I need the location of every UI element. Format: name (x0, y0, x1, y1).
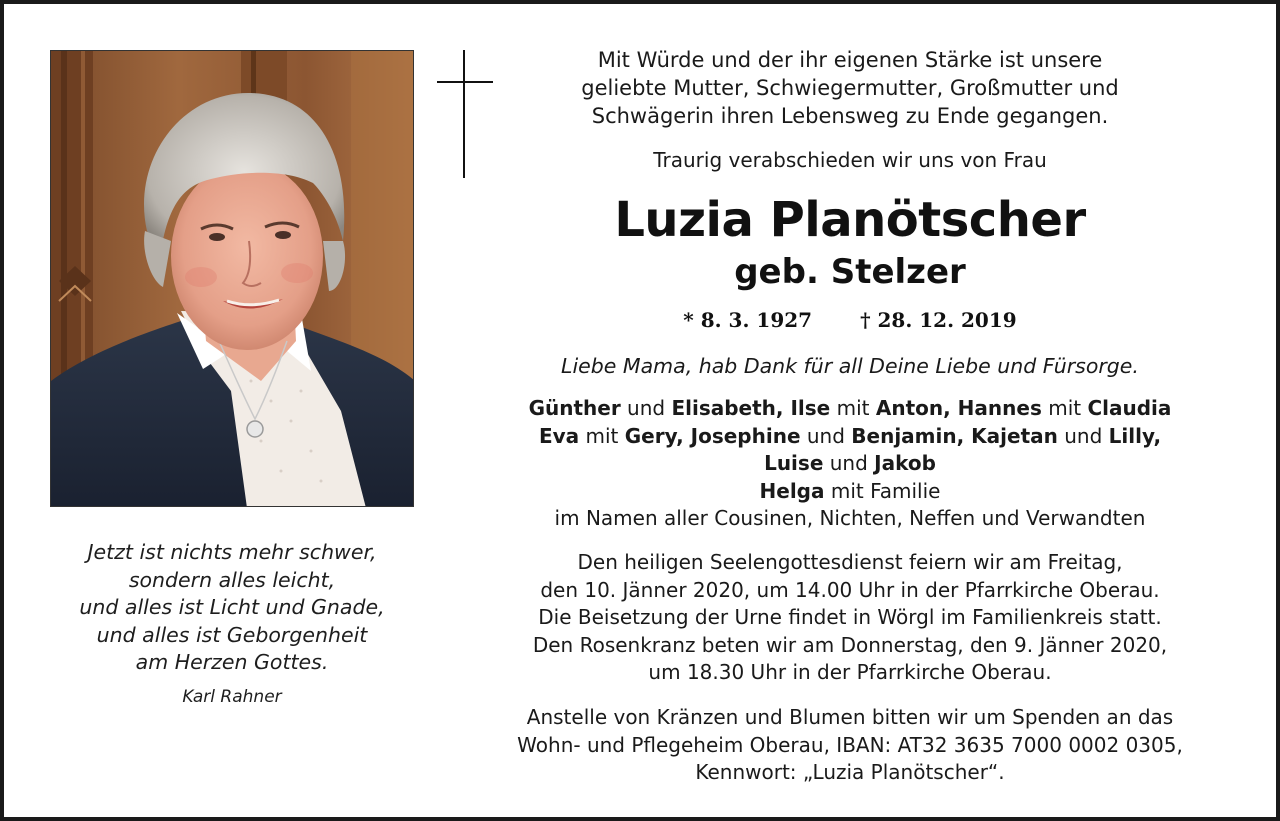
portrait-photo (50, 50, 414, 507)
family-connector: und (620, 396, 672, 420)
family-member-name: Claudia (1087, 396, 1172, 420)
family-member-name: Eva (538, 423, 580, 448)
family-member-name: Günther (528, 396, 621, 420)
family-list (464, 395, 1236, 533)
death-date: † 28. 12. 2019 (860, 308, 1017, 332)
family-line (464, 450, 1236, 478)
family-connector: und (1057, 423, 1109, 448)
family-member-name: Jakob (874, 451, 936, 475)
service-line: Den Rosenkranz beten wir am Donnerstag, den 9. Jänner 2020, (532, 632, 1168, 657)
family-connector: mit Familie (824, 478, 941, 503)
quote-line: und alles ist Licht und Gnade, (79, 595, 385, 619)
intro-text (464, 46, 1236, 130)
memorial-quote (50, 539, 414, 677)
donation-line: Wohn- und Pflegeheim Oberau, IBAN: AT32 3635 7000 0002 0305, (517, 732, 1183, 757)
family-member-name: Benjamin, Kajetan (851, 423, 1058, 448)
family-line (464, 505, 1236, 533)
deceased-name: Luzia Planötscher (614, 192, 1086, 248)
service-line: Den heiligen Seelengottesdienst feiern wir am Freitag, (577, 550, 1123, 574)
intro-line: geliebte Mutter, Schwiegermutter, Großmutter und (581, 76, 1119, 100)
donation-info (464, 704, 1236, 787)
family-member-name: Lilly, (1108, 423, 1162, 448)
service-line: um 18.30 Uhr in der Pfarrkirche Oberau. (648, 660, 1052, 684)
thanks-line: Liebe Mama, hab Dank für all Deine Liebe und Fürsorge. (561, 354, 1139, 378)
quote-line: und alles ist Geborgenheit (96, 622, 368, 647)
life-dates (464, 305, 1236, 335)
farewell-line: Traurig verabschieden wir uns von Frau (653, 148, 1047, 172)
donation-line: Kennwort: „Luzia Planötscher“. (695, 760, 1005, 784)
service-line: Die Beisetzung der Urne findet in Wörgl im Familienkreis statt. (538, 605, 1162, 629)
service-info (464, 549, 1236, 687)
family-connector: und (823, 451, 875, 475)
family-connector: mit (1041, 396, 1088, 420)
family-member-name: Anton, Hannes (875, 396, 1042, 420)
family-connector: und (800, 423, 852, 448)
family-member-name: Helga (759, 478, 825, 503)
family-connector: im Namen aller Cousinen, Nichten, Neffen und Verwandten (554, 506, 1146, 530)
family-line (464, 395, 1236, 423)
donation-line: Anstelle von Kränzen und Blumen bitten wir um Spenden an das (526, 705, 1174, 729)
family-line (464, 423, 1236, 451)
quote-line: sondern alles leicht, (128, 567, 336, 592)
quote-line: Jetzt ist nichts mehr schwer, (87, 540, 377, 564)
family-connector: mit (579, 423, 625, 448)
family-member-name: Luise (764, 451, 824, 475)
quote-line: am Herzen Gottes. (135, 650, 329, 674)
service-line: den 10. Jänner 2020, um 14.00 Uhr in der Pfarrkirche Oberau. (540, 577, 1160, 602)
family-member-name: Elisabeth, Ilse (671, 396, 831, 420)
family-connector: mit (830, 396, 876, 420)
maiden-name: geb. Stelzer (734, 252, 966, 292)
intro-line: Schwägerin ihren Lebensweg zu Ende gegangen. (591, 104, 1109, 128)
quote-author: Karl Rahner (182, 687, 282, 707)
family-line (464, 478, 1236, 506)
intro-line: Mit Würde und der ihr eigenen Stärke ist unsere (597, 48, 1103, 72)
birth-date: * 8. 3. 1927 (683, 308, 813, 332)
family-member-name: Gery, Josephine (624, 423, 801, 448)
